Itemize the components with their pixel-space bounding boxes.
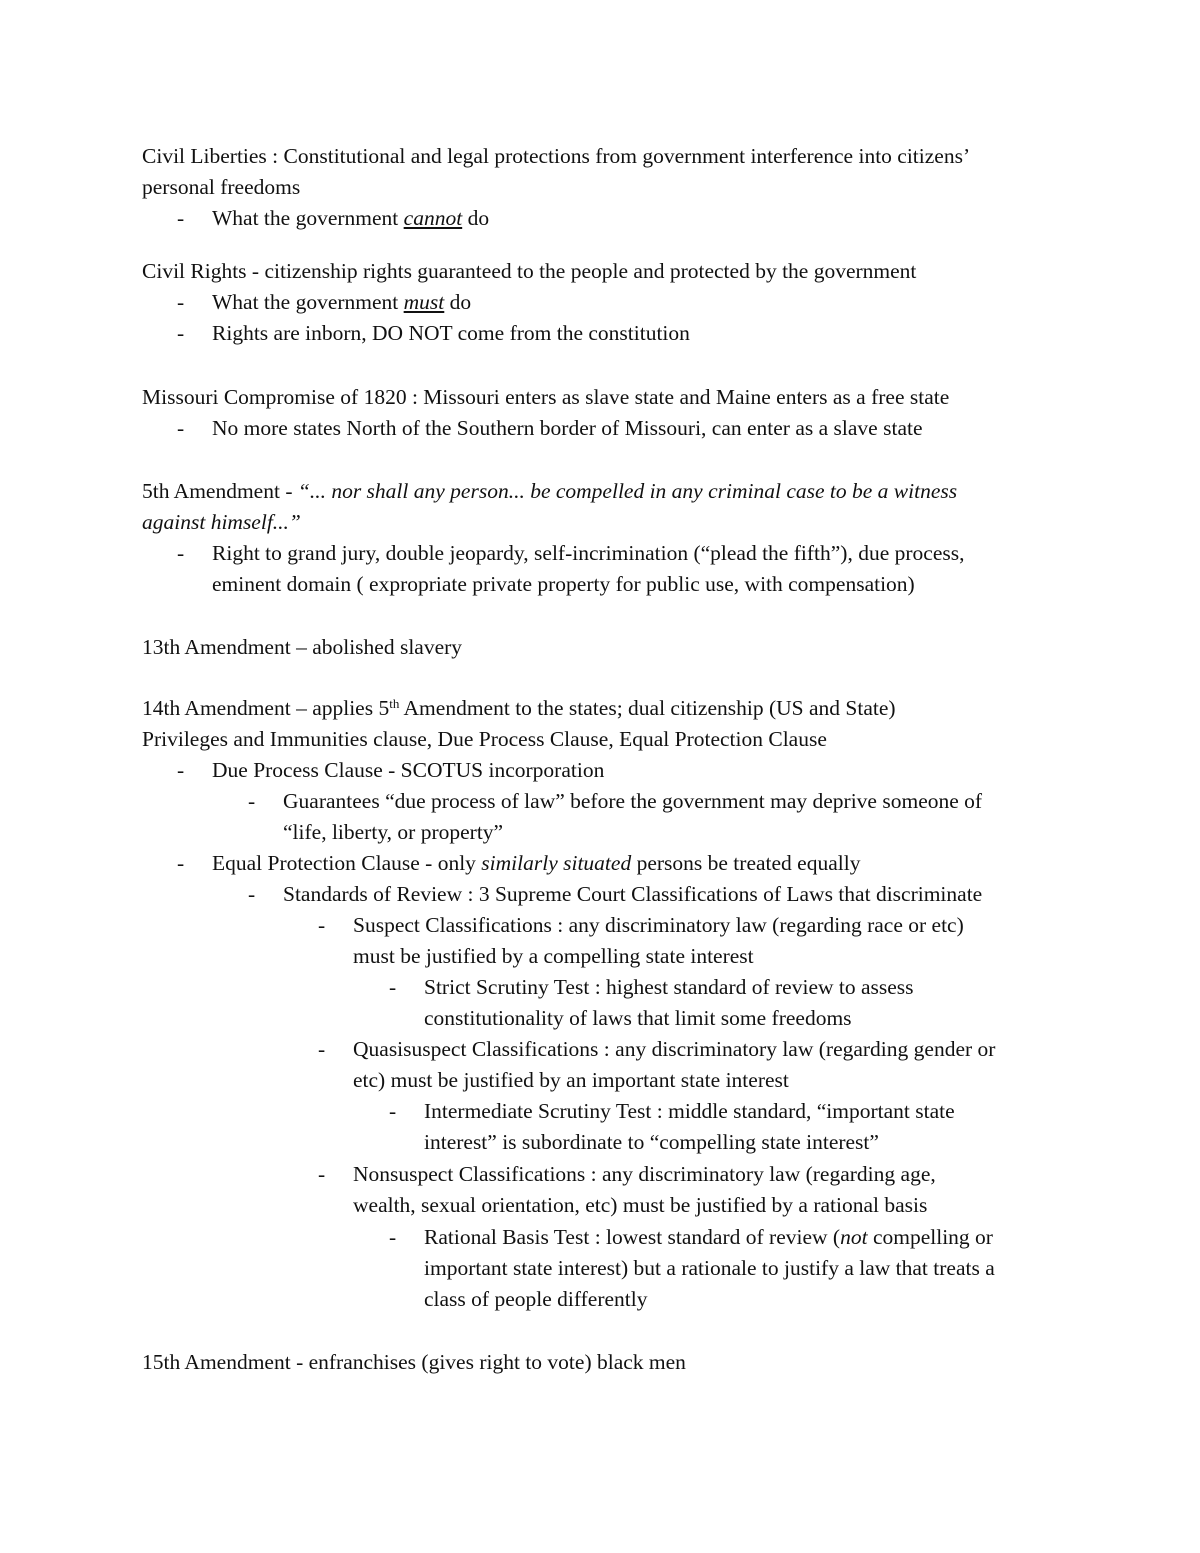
emphasis-cannot: cannot (403, 206, 463, 230)
emphasis-must: must (403, 290, 445, 314)
quasisuspect-bullet-cont: etc) must be justified by an important state interest (353, 1068, 789, 1092)
emphasis-similarly-situated: similarly situated (481, 851, 632, 875)
suspect-bullet-cont: must be justified by a compelling state interest (353, 944, 754, 968)
quasisuspect-bullet: Quasisuspect Classifications : any discriminatory law (regarding gender or (353, 1037, 996, 1061)
rational-basis-bullet-cont: important state interest) but a rationale to justify a law that treats a (424, 1256, 995, 1280)
bullet-dash: - (177, 206, 185, 230)
bullet-dash: - (389, 1225, 397, 1249)
civil-liberties-heading-cont: personal freedoms (142, 175, 301, 199)
civil-rights-heading: Civil Rights - citizenship rights guaranteed to the people and protected by the government (142, 259, 917, 283)
bullet-dash: - (177, 290, 185, 314)
fifth-amendment-quote-cont: against himself...” (142, 510, 301, 534)
bullet-dash: - (177, 758, 185, 782)
fifth-amendment-bullet: Right to grand jury, double jeopardy, self-incrimination (“plead the fifth”), due process, (212, 541, 965, 565)
intermediate-scrutiny-bullet: Intermediate Scrutiny Test : middle standard, “important state (424, 1099, 955, 1123)
missouri-heading: Missouri Compromise of 1820 : Missouri enters as slave state and Maine enters as a free state (142, 385, 950, 409)
strict-scrutiny-bullet: Strict Scrutiny Test : highest standard of review to assess (424, 975, 914, 999)
standards-bullet: Standards of Review : 3 Supreme Court Classifications of Laws that discriminate (283, 882, 983, 906)
bullet-dash: - (177, 321, 185, 345)
bullet-dash: - (177, 416, 185, 440)
civil-rights-bullet-must: What the government must do (212, 290, 472, 314)
nonsuspect-bullet: Nonsuspect Classifications : any discriminatory law (regarding age, (353, 1162, 936, 1186)
fifth-amendment-bullet-cont: eminent domain ( expropriate private property for public use, with compensation) (212, 572, 915, 596)
nonsuspect-bullet-cont: wealth, sexual orientation, etc) must be justified by a rational basis (353, 1193, 928, 1217)
civil-liberties-heading: Civil Liberties : Constitutional and legal protections from government interference into citizens’ (142, 144, 971, 168)
bullet-dash: - (318, 1162, 326, 1186)
equal-protection-bullet: Equal Protection Clause - only similarly situated persons be treated equally (212, 851, 861, 875)
civil-rights-bullet-inborn: Rights are inborn, DO NOT come from the constitution (212, 321, 690, 345)
guarantees-bullet-cont: “life, liberty, or property” (283, 820, 504, 844)
intermediate-scrutiny-bullet-cont: interest” is subordinate to “compelling state interest” (424, 1130, 879, 1154)
bullet-dash: - (389, 1099, 397, 1123)
rational-basis-bullet: Rational Basis Test : lowest standard of review (not compelling or (424, 1225, 993, 1249)
fifth-amendment-quote: “... nor shall any person... be compelled in any criminal case to be a witness (297, 479, 958, 503)
bullet-dash: - (389, 975, 397, 999)
fifteenth-amendment-heading: 15th Amendment - enfranchises (gives right to vote) black men (142, 1350, 686, 1374)
rational-basis-bullet-cont2: class of people differently (424, 1287, 648, 1311)
bullet-dash: - (318, 913, 326, 937)
fifth-amendment-heading: 5th Amendment - “... nor shall any person... be compelled in any criminal case to be a witness (142, 479, 958, 503)
due-process-bullet: Due Process Clause - SCOTUS incorporation (212, 758, 605, 782)
guarantees-bullet: Guarantees “due process of law” before the government may deprive someone of (283, 789, 983, 813)
emphasis-not: not (840, 1225, 868, 1249)
thirteenth-amendment-heading: 13th Amendment – abolished slavery (142, 635, 463, 659)
civil-liberties-bullet: What the government cannot do (212, 206, 490, 230)
strict-scrutiny-bullet-cont: constitutionality of laws that limit some freedoms (424, 1006, 852, 1030)
bullet-dash: - (177, 541, 185, 565)
missouri-bullet: No more states North of the Southern border of Missouri, can enter as a slave state (212, 416, 923, 440)
bullet-dash: - (248, 789, 256, 813)
fourteenth-amendment-heading: 14th Amendment – applies 5th Amendment to the states; dual citizenship (US and State) (142, 696, 896, 720)
bullet-dash: - (248, 882, 256, 906)
fourteenth-clauses-line: Privileges and Immunities clause, Due Process Clause, Equal Protection Clause (142, 727, 827, 751)
bullet-dash: - (177, 851, 185, 875)
suspect-bullet: Suspect Classifications : any discriminatory law (regarding race or etc) (353, 913, 964, 937)
bullet-dash: - (318, 1037, 326, 1061)
